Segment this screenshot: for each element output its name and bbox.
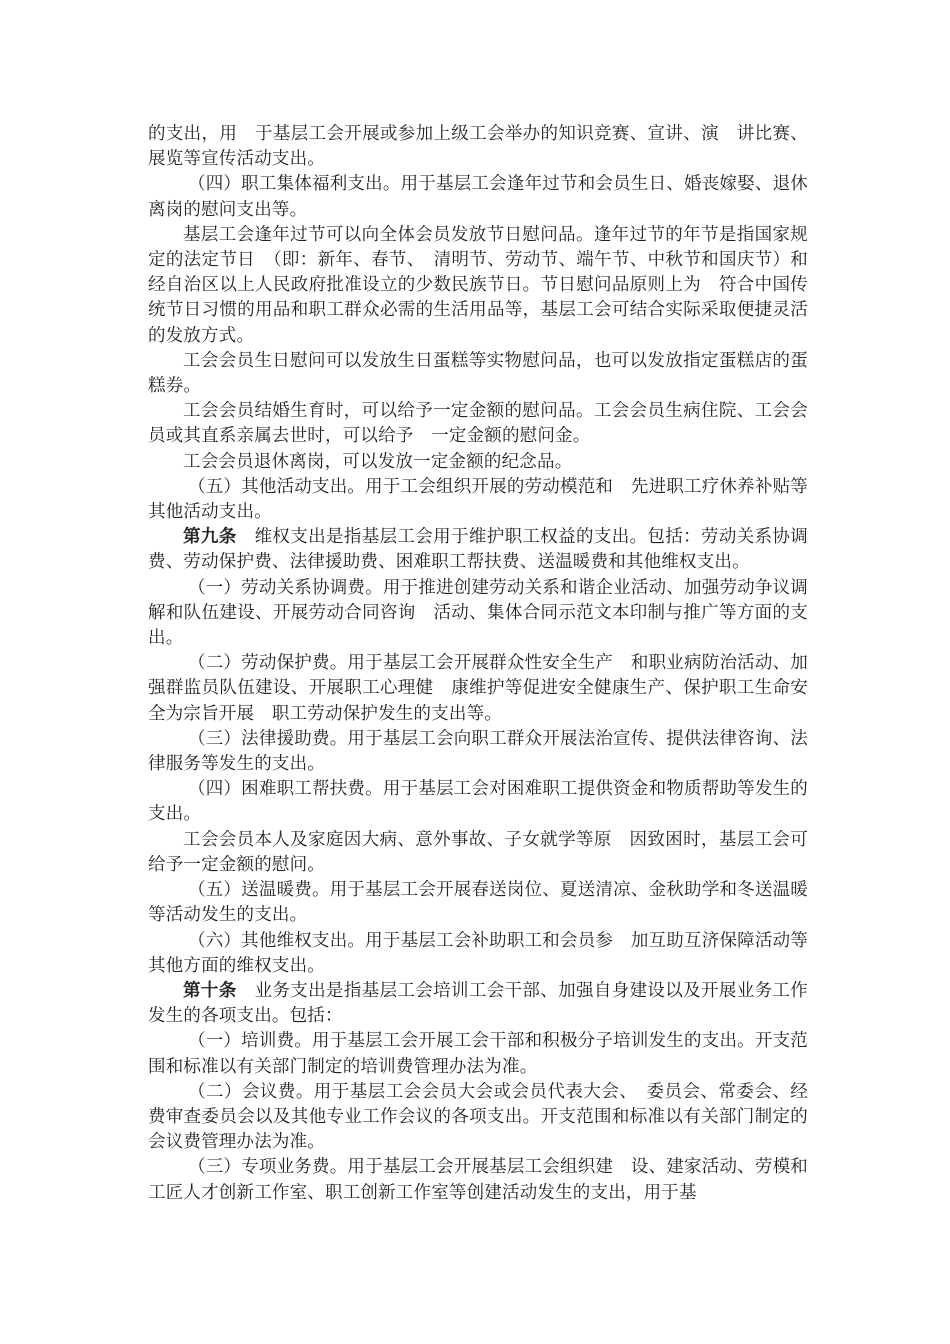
paragraph-warmth-delivery: （五）送温暖费。用于基层工会开展春送岗位、夏送清凉、金秋助学和冬送温暖等活动发生的支出。 bbox=[148, 880, 808, 926]
paragraph-labor-relations: （一）劳动关系协调费。用于推进创建劳动关系和谐企业活动、加强劳动争议调解和队伍建设、开展劳动合同咨询 活动、集体合同示范文本印制与推广等方面的支出。 bbox=[148, 577, 808, 649]
paragraph-birthday: 工会会员生日慰问可以发放生日蛋糕等实物慰问品，也可以发放指定蛋糕店的蛋糕券。 bbox=[148, 350, 808, 397]
paragraph-item-5-other-activities: （五）其他活动支出。用于工会组织开展的劳动模范和 先进职工疗休养补贴等其他活动支出。 bbox=[148, 476, 808, 523]
paragraph-illness-condolence: 工会会员本人及家庭因大病、意外事故、子女就学等原 因致困时，基层工会可给予一定金额的慰问。 bbox=[148, 829, 808, 875]
paragraph-item-4-welfare: （四）职工集体福利支出。用于基层工会逢年过节和会员生日、婚丧嫁娶、退休离岗的慰问支出等。 bbox=[148, 174, 808, 220]
paragraph-continuation: 的支出，用 于基层工会开展或参加上级工会举办的知识竞赛、宣讲、演 讲比赛、展览等宣传活动支出。 bbox=[148, 124, 808, 170]
paragraph-retirement: 工会会员退休离岗，可以发放一定金额的纪念品。 bbox=[183, 451, 573, 472]
paragraph-training: （一）培训费。用于基层工会开展工会干部和积极分子培训发生的支出。开支范围和标准以有关部门制定的培训费管理办法为准。 bbox=[148, 1031, 808, 1077]
paragraph-meeting: （二）会议费。用于基层工会会员大会或会员代表大会、 委员会、常委会、经费审查委员会以及其他专业工作会议的各项支出。开支范围和标准以有关部门制定的会议费管理办法为准。 bbox=[148, 1081, 808, 1153]
paragraph-holiday-gifts: 基层工会逢年过节可以向全体会员发放节日慰问品。逢年过节的年节是指国家规定的法定节日 （即：新年、春节、 清明节、劳动节、端午节、中秋节和国庆节）和经自治区以上人民政府批准设立的少数民族节日。节日慰问品原则上为 符合中国传统节日习惯的用品和职工群众必需的生活用品等，基层工会可结合实际采取便捷灵活的发放方式。 bbox=[148, 224, 808, 346]
paragraph-other-rights: （六）其他维权支出。用于基层工会补助职工和会员参 加互助互济保障活动等其他方面的维权支出。 bbox=[148, 930, 808, 976]
paragraph-labor-protection: （二）劳动保护费。用于基层工会开展群众性安全生产 和职业病防治活动、加强群监员队伍建设、开展职工心理健 康维护等促进安全健康生产、保护职工生命安全为宗旨开展 职工劳动保护发生的支出等。 bbox=[148, 653, 808, 724]
paragraph-article-9 bbox=[148, 525, 808, 575]
article-heading: 第九条 bbox=[183, 527, 237, 548]
article-text: 业务支出是指基层工会培训工会干部、加强自身建设以及开展业务工作发生的各项支出。包括： bbox=[148, 980, 808, 1027]
paragraph-marriage-illness: 工会会员结婚生育时，可以给予一定金额的慰问品。工会会员生病住院、工会会员或其直系亲属去世时，可以给予 一定金额的慰问金。 bbox=[148, 401, 808, 447]
article-heading: 第十条 bbox=[183, 980, 237, 1001]
document-body bbox=[148, 122, 808, 1206]
paragraph-hardship-assistance: （四）困难职工帮扶费。用于基层工会对困难职工提供资金和物质帮助等发生的支出。 bbox=[148, 779, 808, 825]
paragraph-legal-aid: （三）法律援助费。用于基层工会向职工群众开展法治宣传、提供法律咨询、法律服务等发生的支出。 bbox=[148, 728, 808, 775]
article-text: 维权支出是指基层工会用于维护职工权益的支出。包括：劳动关系协调费、劳动保护费、法律援助费、困难职工帮扶费、送温暖费和其他维权支出。 bbox=[148, 527, 808, 573]
paragraph-article-10 bbox=[148, 979, 808, 1029]
paragraph-special-business: （三）专项业务费。用于基层工会开展基层工会组织建 设、建家活动、劳模和工匠人才创新工作室、职工创新工作室等创建活动发生的支出，用于基 bbox=[148, 1157, 808, 1203]
